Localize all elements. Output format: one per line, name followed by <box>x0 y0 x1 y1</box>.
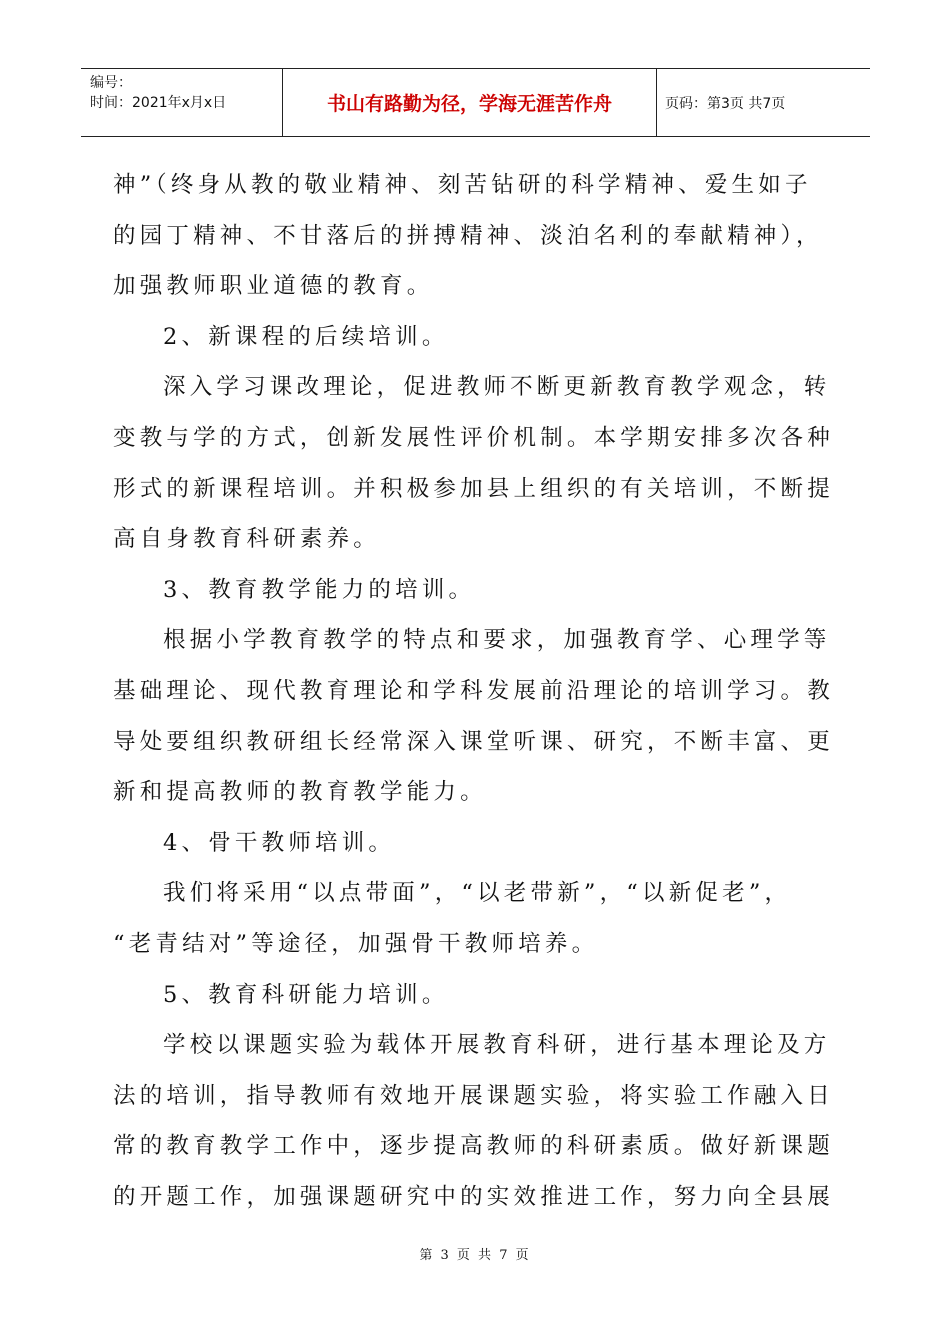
body-line: 我们将采用“以点带面”，“以老带新”，“以新促老”， <box>163 880 792 907</box>
number-label: 编号： <box>90 75 132 91</box>
section-heading: 4、骨干教师培训。 <box>163 829 396 856</box>
header-motto-cell <box>283 69 657 136</box>
body-line: 形式的新课程培训。并积极参加县上组织的有关培训，不断提 <box>113 475 834 502</box>
body-line: 深入学习课改理论，促进教师不断更新教育教学观念，转 <box>163 374 831 401</box>
body-line: “老青结对”等途径，加强骨干教师培养。 <box>113 930 599 957</box>
document-body <box>113 160 838 1222</box>
body-line: 高自身教育科研素养。 <box>113 526 381 553</box>
body-line: 常的教育教学工作中，逐步提高教师的科研素质。做好新课题 <box>113 1133 834 1160</box>
body-line: 导处要组织教研组长经常深入课堂听课、研究，不断丰富、更 <box>113 728 834 755</box>
document-header <box>81 68 870 137</box>
body-line: 法的培训，指导教师有效地开展课题实验，将实验工作融入日 <box>113 1082 834 1109</box>
header-page-label: 页码：第3页 共7页 <box>665 95 786 112</box>
body-line: 基础理论、现代教育理论和学科发展前沿理论的培训学习。教 <box>113 677 834 704</box>
date-label: 时间：2021年x月x日 <box>90 95 227 111</box>
body-line: 新和提高教师的教育教学能力。 <box>113 779 487 806</box>
body-line: 的园丁精神、不甘落后的拼搏精神、淡泊名利的奉献精神）， <box>113 222 823 249</box>
body-line: 神”（终身从教的敬业精神、刻苦钻研的科学精神、爱生如子 <box>113 172 812 198</box>
page-footer <box>0 1244 950 1263</box>
body-line: 学校以课题实验为载体开展教育科研，进行基本理论及方 <box>163 1032 831 1059</box>
header-page-cell <box>657 69 870 136</box>
footer-page-number: 第 3 页 共 7 页 <box>419 1248 531 1263</box>
section-heading: 3、教育教学能力的培训。 <box>163 576 476 603</box>
body-line: 加强教师职业道德的教育。 <box>113 273 434 300</box>
header-motto: 书山有路勤为径，学海无涯苦作舟 <box>326 93 612 115</box>
section-heading: 5、教育科研能力培训。 <box>163 981 449 1008</box>
body-line: 根据小学教育教学的特点和要求，加强教育学、心理学等 <box>163 627 831 654</box>
body-line: 变教与学的方式，创新发展性评价机制。本学期安排多次各种 <box>113 424 834 451</box>
body-line: 的开题工作，加强课题研究中的实效推进工作，努力向全县展 <box>113 1183 834 1210</box>
section-heading: 2、新课程的后续培训。 <box>163 323 449 350</box>
header-meta-cell <box>81 69 283 136</box>
